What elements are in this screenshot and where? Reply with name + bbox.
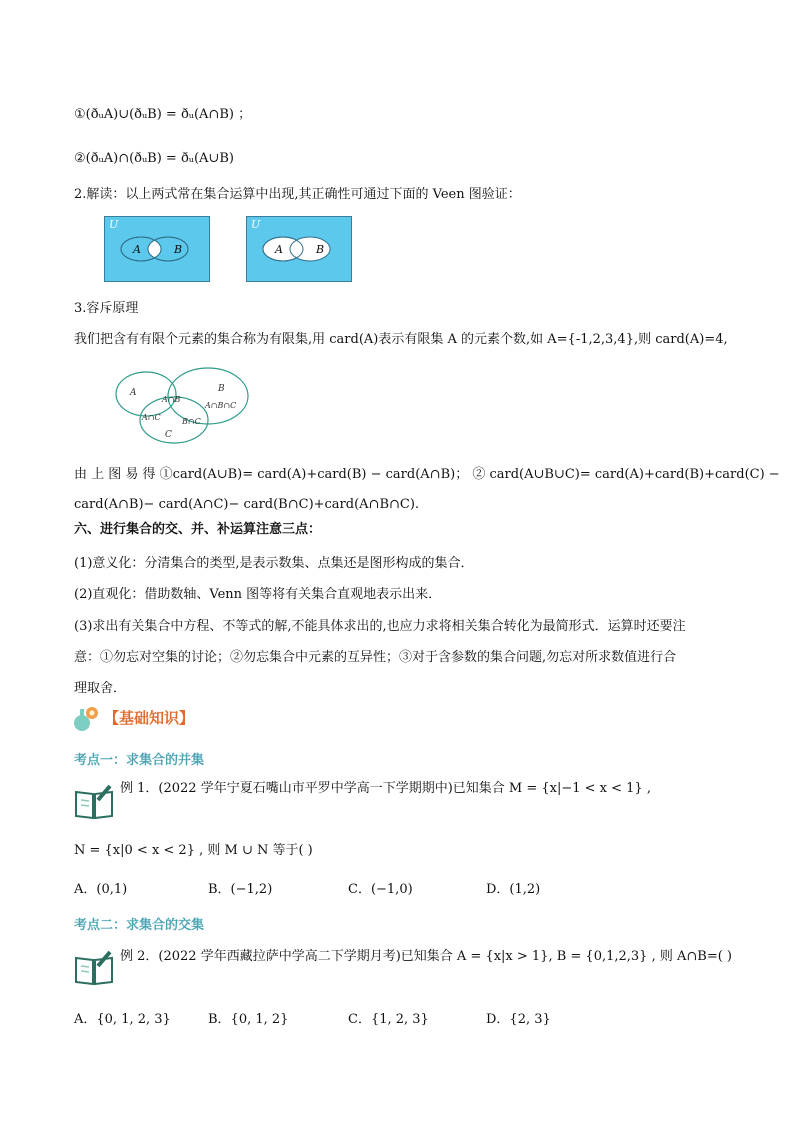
example-2-line-1: 例 2．(2022 学年西藏拉萨中学高二下学期月考)已知集合 A = {x|x > 1}, B = {0,1,2,3} , 则 A∩B=( ): [120, 949, 732, 964]
example-2-option-a: A．{0, 1, 2, 3}: [74, 1012, 171, 1027]
kaodian-2: 考点二：求集合的交集: [74, 918, 205, 933]
venn-diagram-left: [104, 216, 210, 282]
point-3-a: (3)求出有关集合中方程、不等式的解,不能具体求出的,也应力求将相关集合转化为最简形式．运算时还要注: [74, 619, 686, 634]
kaodian-1: 考点一：求集合的并集: [74, 753, 205, 768]
example-2-option-c: C．{1, 2, 3}: [348, 1012, 429, 1027]
example-1-option-b: B．(−1,2): [208, 882, 273, 897]
flask-icon: [70, 703, 102, 733]
venn-b-label: B: [174, 243, 183, 256]
formula-1: ①(ðᵤA)∪(ðᵤB) = ðᵤ(A∩B) ；: [74, 107, 252, 122]
venn-three-sets: [112, 364, 252, 446]
card-definition: 我们把含有有限个元素的集合称为有限集,用 card(A)表示有限集 A 的元素个数,如 A={-1,2,3,4},则 card(A)=4,: [74, 332, 728, 347]
book-pen-icon: [72, 948, 116, 986]
venn-diagram-right: [246, 216, 352, 282]
derive-line-2: card(A∩B)− card(A∩C)− card(B∩C)+card(A∩B∩C).: [74, 497, 420, 512]
point-2: (2)直观化：借助数轴、Venn 图等将有关集合直观地表示出来．: [74, 587, 442, 602]
derive-line-1: 由 上 图 易 得 ①card(A∪B)= card(A)+card(B) − card(A∩B)； ② card(A∪B∪C)= card(A)+card(B)+card(C) −: [74, 467, 780, 482]
interpret-text: 2.解读：以上两式常在集合运算中出现,其正确性可通过下面的 Veen 图验证：: [74, 187, 521, 202]
example-2-option-d: D．{2, 3}: [486, 1012, 551, 1027]
venn3-a-label: A: [130, 388, 137, 398]
section-six-heading: 六、进行集合的交、并、补运算注意三点：: [74, 522, 322, 537]
venn3-b-label: B: [218, 384, 225, 394]
book-pen-icon: [72, 782, 116, 820]
example-1-line-1: 例 1．(2022 学年宁夏石嘴山市平罗中学高一下学期期中)已知集合 M = {x|−1 < x < 1} ,: [120, 781, 651, 796]
venn-b-label: B: [316, 243, 325, 256]
venn-u-label: U: [109, 218, 119, 231]
example-2-option-b: B．{0, 1, 2}: [208, 1012, 289, 1027]
section-title: 【基础知识】: [104, 709, 195, 727]
venn3-abc-label: A∩B∩C: [205, 401, 237, 410]
venn3-ab-label: A∩B: [162, 395, 181, 404]
heading-3: 3.容斥原理: [74, 301, 139, 316]
example-1-option-d: D．(1,2): [486, 882, 541, 897]
venn3-c-label: C: [165, 430, 172, 440]
example-1-line-2: N = {x|0 < x < 2} , 则 M ∪ N 等于( ): [74, 843, 313, 858]
example-1-option-a: A．(0,1): [74, 882, 128, 897]
venn-u-label: U: [251, 218, 261, 231]
point-1: (1)意义化：分清集合的类型,是表示数集、点集还是图形构成的集合．: [74, 556, 474, 571]
venn-a-label: A: [275, 243, 283, 256]
example-1-option-c: C．(−1,0): [348, 882, 413, 897]
point-3-b: 意：①勿忘对空集的讨论；②勿忘集合中元素的互异性；③对于含参数的集合问题,勿忘对所求数值进行合: [74, 650, 677, 665]
venn3-ac-label: A∩C: [142, 413, 161, 422]
venn-a-label: A: [133, 243, 141, 256]
point-3-c: 理取舍．: [74, 681, 127, 696]
venn3-bc-label: B∩C: [182, 417, 201, 426]
formula-2: ②(ðᵤA)∩(ðᵤB) = ðᵤ(A∪B): [74, 151, 234, 166]
